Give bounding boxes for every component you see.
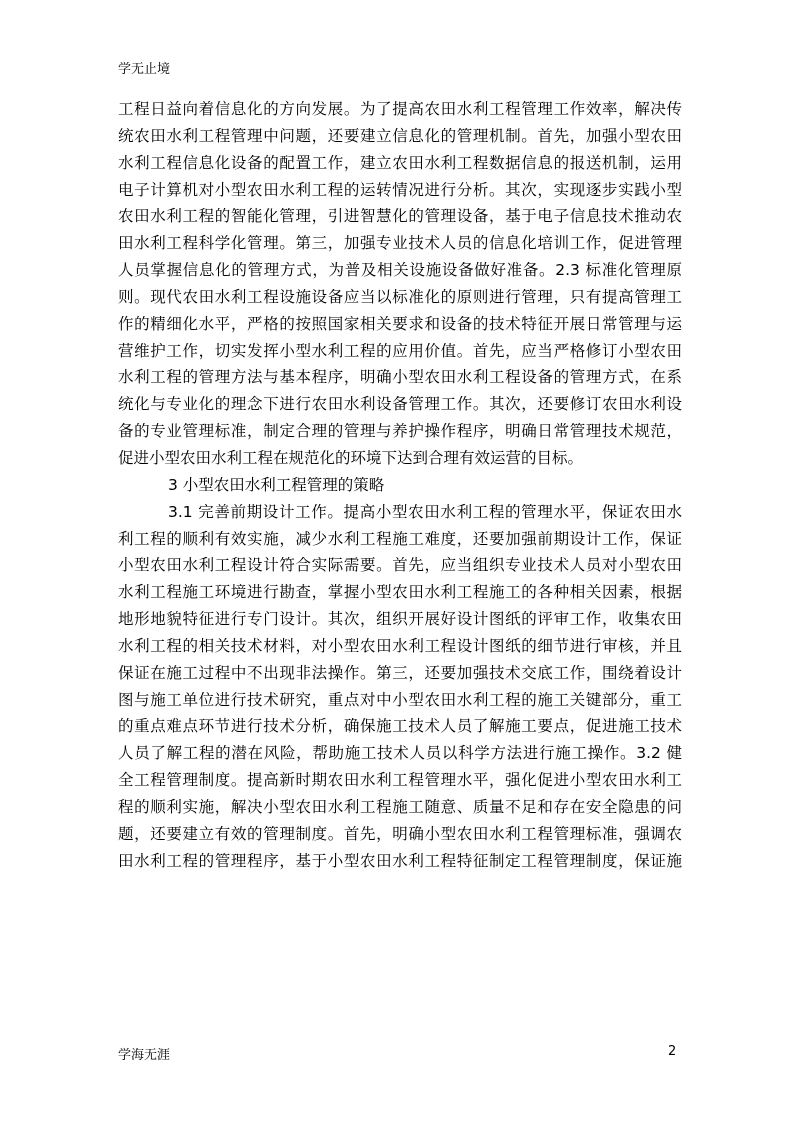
text-line: 利工程的顺利有效实施，减少水利工程施工难度，还要加强前期设计工作，保证 bbox=[118, 529, 682, 548]
text-line: 小型农田水利工程设计符合实际需要。首先，应当组织专业技术人员对小型农田 bbox=[118, 556, 682, 575]
text-line: 农田水利工程的智能化管理，引进智慧化的管理设备，基于电子信息技术推动农 bbox=[118, 207, 682, 226]
text-line: 水利工程施工环境进行勘查，掌握小型农田水利工程施工的各种相关因素，根据 bbox=[118, 583, 682, 602]
text-line: 水利工程信息化设备的配置工作，建立农田水利工程数据信息的报送机制，运用 bbox=[118, 153, 682, 172]
text-line: 水利工程的相关技术材料，对小型农田水利工程设计图纸的细节进行审核，并且 bbox=[118, 636, 682, 655]
text-line: 田水利工程科学化管理。第三，加强专业技术人员的信息化培训工作，促进管理 bbox=[118, 234, 682, 253]
section-heading: 3 小型农田水利工程管理的策略 bbox=[168, 475, 385, 494]
text-line: 人员掌握信息化的管理方式，为普及相关设施设备做好准备。2.3 标准化管理原 bbox=[118, 261, 682, 280]
page-header: 学无止境 bbox=[118, 62, 171, 77]
text-line: 则。现代农田水利工程设施设备应当以标准化的原则进行管理，只有提高管理工 bbox=[118, 287, 682, 306]
text-line: 田水利工程的管理程序，基于小型农田水利工程特征制定工程管理制度，保证施 bbox=[118, 851, 682, 870]
text-line: 地形地貌特征进行专门设计。其次，组织开展好设计图纸的评审工作，收集农田 bbox=[118, 610, 682, 629]
text-line: 程的顺利实施，解决小型农田水利工程施工随意、质量不足和存在安全隐患的问 bbox=[118, 797, 682, 816]
text-line: 全工程管理制度。提高新时期农田水利工程管理水平，强化促进小型农田水利工 bbox=[118, 771, 682, 790]
text-line: 的重点难点环节进行技术分析，确保施工技术人员了解施工要点，促进施工技术 bbox=[118, 717, 682, 736]
text-line: 水利工程的管理方法与基本程序，明确小型农田水利工程设备的管理方式，在系 bbox=[118, 368, 682, 387]
document-body bbox=[118, 96, 682, 874]
text-line: 统化与专业化的理念下进行农田水利设备管理工作。其次，还要修订农田水利设 bbox=[118, 395, 682, 414]
text-line: 营维护工作，切实发挥小型水利工程的应用价值。首先，应当严格修订小型农田 bbox=[118, 341, 682, 360]
text-line: 统农田水利工程管理中问题，还要建立信息化的管理机制。首先，加强小型农田 bbox=[118, 126, 682, 145]
text-line: 电子计算机对小型农田水利工程的运转情况进行分析。其次，实现逐步实践小型 bbox=[118, 180, 682, 199]
text-line: 人员了解工程的潜在风险，帮助施工技术人员以科学方法进行施工操作。3.2 健 bbox=[118, 744, 682, 763]
text-line: 图与施工单位进行技术研究，重点对中小型农田水利工程的施工关键部分，重工 bbox=[118, 690, 682, 709]
text-line: 工程日益向着信息化的方向发展。为了提高农田水利工程管理工作效率，解决传 bbox=[118, 100, 682, 118]
text-line: 保证在施工过程中不出现非法操作。第三，还要加强技术交底工作，围绕着设计 bbox=[118, 663, 682, 682]
page-footer-text: 学海无涯 bbox=[118, 1048, 171, 1063]
text-line: 促进小型农田水利工程在规范化的环境下达到合理有效运营的目标。 bbox=[118, 448, 584, 467]
text-line: 3.1 完善前期设计工作。提高小型农田水利工程的管理水平，保证农田水 bbox=[168, 502, 682, 521]
page-number: 2 bbox=[668, 1044, 677, 1059]
text-line: 作的精细化水平，严格的按照国家相关要求和设备的技术特征开展日常管理与运 bbox=[118, 314, 682, 333]
text-line: 备的专业管理标准，制定合理的管理与养护操作程序，明确日常管理技术规范， bbox=[118, 422, 682, 441]
text-line: 题，还要建立有效的管理制度。首先，明确小型农田水利工程管理标准，强调农 bbox=[118, 824, 682, 843]
